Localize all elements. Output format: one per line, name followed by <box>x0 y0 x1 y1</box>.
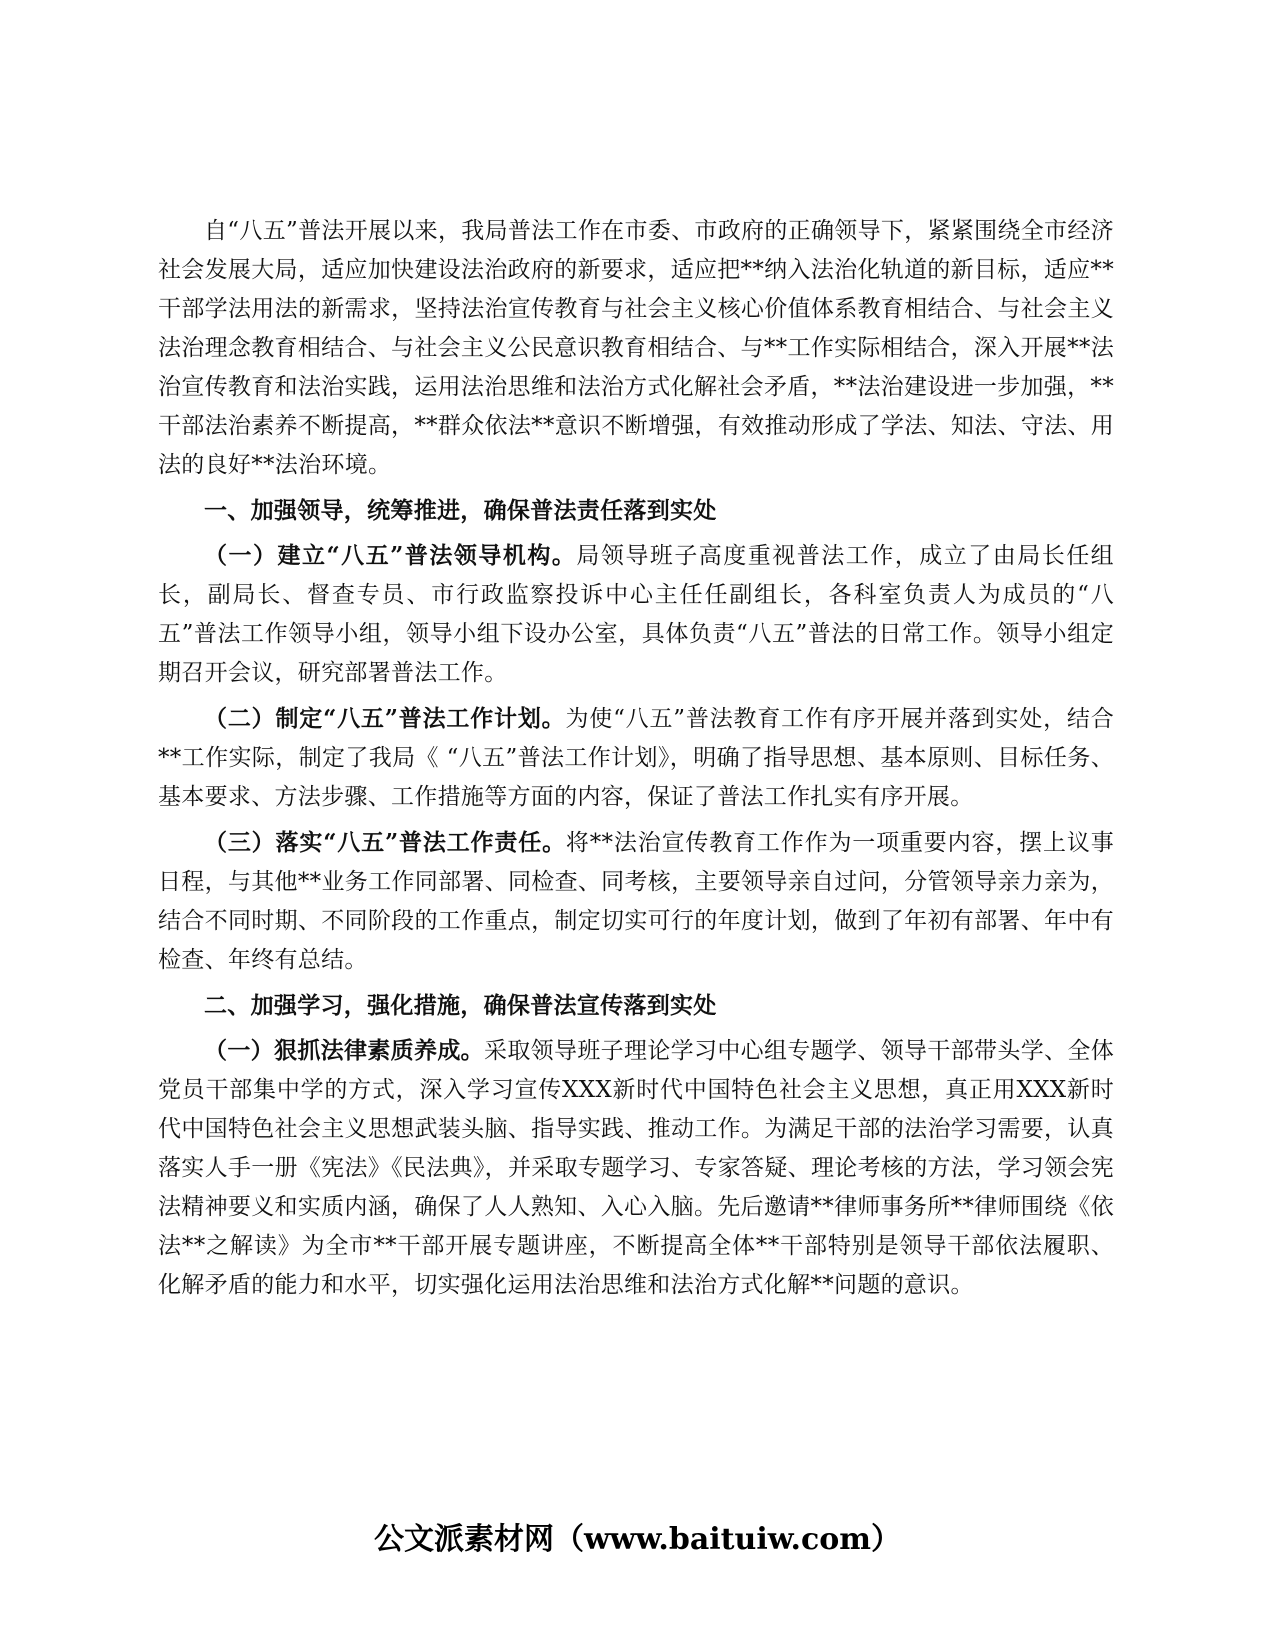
paragraph-2-1-body: 采取领导班子理论学习中心组专题学、领导干部带头学、全体党员干部集中学的方式，深入学习宣传XXX新时代中国特色社会主义思想，真正用XXX新时代中国特色社会主义思想武装头脑、指导实践、推动工作。为满足干部的法治学习需要，认真落实人手一册《宪法》《民法典》，并采取专题学习、专家答疑、理论考核的方法，学习领会宪法精神要义和实质内涵，确保了人人熟知、入心入脑。先后邀请**律师事务所**律师围绕《依法**之解读》为全市**干部开展专题讲座，不断提高全体**干部特别是领导干部依法履职、化解矛盾的能力和水平，切实强化运用法治思维和法治方式化解**问题的意识。 <box>158 1038 1114 1298</box>
intro-paragraph: 自“八五”普法开展以来，我局普法工作在市委、市政府的正确领导下，紧紧围绕全市经济社会发展大局，适应加快建设法治政府的新要求，适应把**纳入法治化轨道的新目标，适应**干部学法用法的新需求，坚持法治宣传教育与社会主义核心价值体系教育相结合、与社会主义法治理念教育相结合、与社会主义公民意识教育相结合、与**工作实际相结合，深入开展**法治宣传教育和法治实践，运用法治思维和法治方式化解社会矛盾，**法治建设进一步加强，**干部法治素养不断提高，**群众依法**意识不断增强，有效推动形成了学法、知法、守法、用法的良好**法治环境。 <box>158 218 1114 478</box>
paragraph-1-1-body: 局领导班子高度重视普法工作，成立了由局长任组长，副局长、督查专员、市行政监察投诉中心主任任副组长，各科室负责人为成员的“八五”普法工作领导小组，领导小组下设办公室，具体负责“八五”普法的日常工作。领导小组定期召开会议，研究部署普法工作。 <box>158 543 1114 686</box>
paragraph-1-1 <box>158 536 1114 693</box>
paragraph-1-2 <box>158 699 1114 817</box>
paragraph-1-1-title: （一）建立“八五”普法领导机构。 <box>204 542 577 569</box>
paragraph-1-3-body: 将**法治宣传教育工作作为一项重要内容，摆上议事日程，与其他**业务工作同部署、同检查、同考核，主要领导亲自过问，分管领导亲力亲为，结合不同时期、不同阶段的工作重点，制定切实可行的年度计划，做到了年初有部署、年中有检查、年终有总结。 <box>158 830 1114 973</box>
paragraph-2-1 <box>158 1031 1114 1305</box>
paragraph-1-2-body: 为使“八五”普法教育工作有序开展并落到实处，结合**工作实际，制定了我局《 “八五”普法工作计划》，明确了指导思想、基本原则、目标任务、基本要求、方法步骤、工作措施等方面的内容，保证了普法工作扎实有序开展。 <box>158 706 1115 810</box>
paragraph-1-2-title: （二）制定“八五”普法工作计划。 <box>204 705 566 732</box>
paragraph-2-1-title: （一）狠抓法律素质养成。 <box>204 1037 485 1064</box>
section-heading-1: 一、加强领导，统筹推进，确保普法责任落到实处 <box>204 497 717 524</box>
document-body <box>158 212 1114 1311</box>
paragraph-1-3-title: （三）落实“八五”普法工作责任。 <box>204 829 566 856</box>
section-heading-2: 二、加强学习，强化措施，确保普法宣传落到实处 <box>204 992 717 1019</box>
footer-watermark: 公文派素材网（www.baituiw.com） <box>373 1522 902 1557</box>
paragraph-1-3 <box>158 823 1114 980</box>
